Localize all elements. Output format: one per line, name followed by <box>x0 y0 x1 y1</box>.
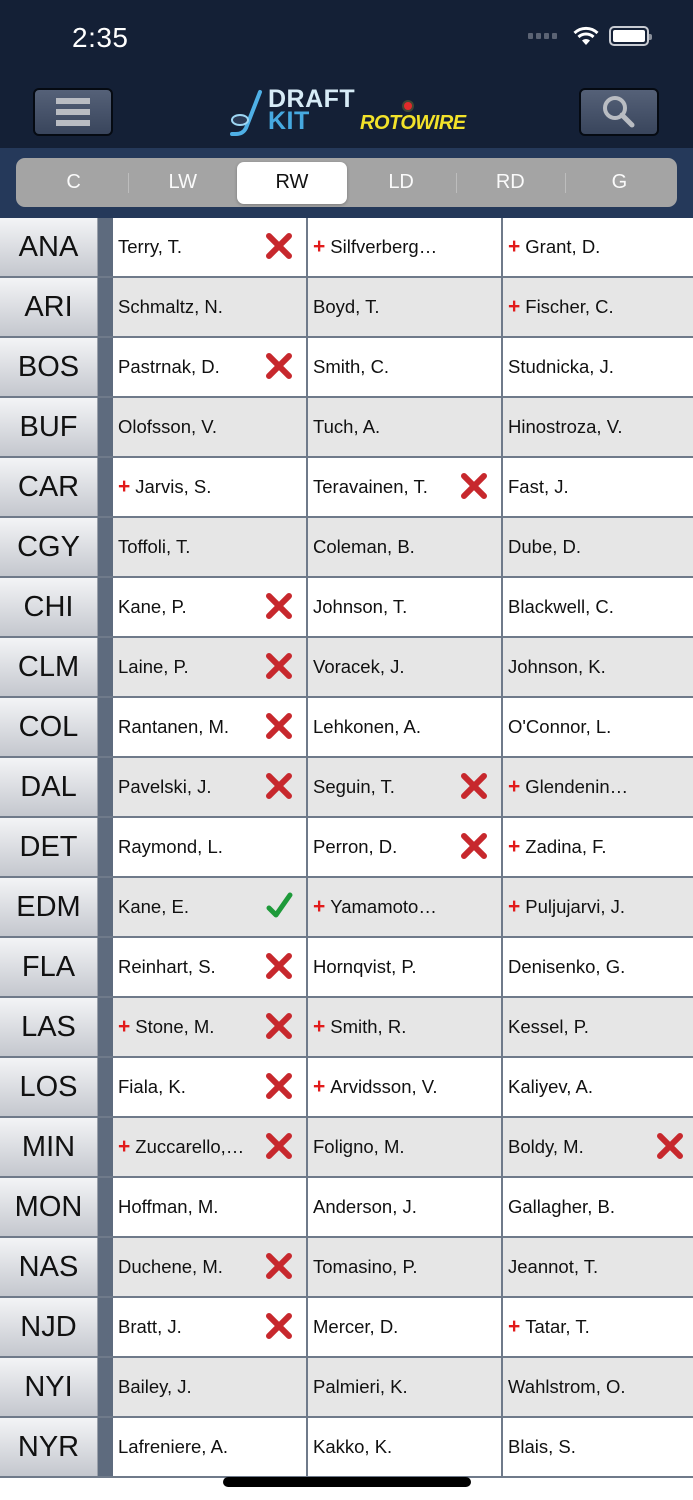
table-row <box>0 218 693 278</box>
player-cell[interactable] <box>113 1058 308 1116</box>
team-button[interactable]: FLA <box>0 938 98 996</box>
home-indicator[interactable] <box>223 1477 471 1487</box>
player-cell[interactable] <box>308 1358 503 1416</box>
x-mark-icon <box>264 1311 294 1341</box>
player-name: Kakko, K. <box>313 1436 393 1457</box>
player-cell[interactable] <box>113 338 308 396</box>
player-cell[interactable] <box>503 218 693 276</box>
player-cell[interactable] <box>503 938 693 996</box>
player-name: Tomasino, P. <box>313 1256 418 1277</box>
team-button[interactable]: NAS <box>0 1238 98 1296</box>
x-mark-icon <box>264 1251 294 1281</box>
search-icon <box>601 94 637 130</box>
player-cell[interactable] <box>503 878 693 936</box>
tab-rw[interactable]: RW <box>237 162 346 204</box>
player-cell[interactable] <box>308 518 503 576</box>
player-name: O'Connor, L. <box>508 716 612 737</box>
player-cell[interactable] <box>113 1358 308 1416</box>
player-cell[interactable] <box>503 1178 693 1236</box>
table-row <box>0 638 693 698</box>
player-name: Johnson, K. <box>508 656 606 677</box>
table-row <box>0 698 693 758</box>
player-name: Coleman, B. <box>313 536 415 557</box>
player-name: Puljujarvi, J. <box>525 896 625 917</box>
row-separator <box>98 1298 113 1356</box>
table-row <box>0 758 693 818</box>
player-name: Stone, M. <box>135 1016 215 1037</box>
player-cell[interactable] <box>503 518 693 576</box>
plus-icon: + <box>118 1135 131 1158</box>
player-name: Lafreniere, A. <box>118 1436 229 1457</box>
team-button[interactable]: ANA <box>0 218 98 276</box>
plus-icon: + <box>508 895 521 918</box>
player-cell[interactable] <box>503 1298 693 1356</box>
player-cell[interactable] <box>113 518 308 576</box>
player-name: Arvidsson, V. <box>330 1076 438 1097</box>
player-name: Toffoli, T. <box>118 536 191 557</box>
player-name: Terry, T. <box>118 236 183 257</box>
player-cell[interactable] <box>113 938 308 996</box>
player-name: Rantanen, M. <box>118 716 230 737</box>
player-name: Glendenin… <box>525 776 629 797</box>
player-name: Zuccarello,… <box>135 1136 245 1157</box>
player-cell[interactable] <box>308 338 503 396</box>
plus-icon: + <box>313 1075 326 1098</box>
status-time: 2:35 <box>72 22 129 53</box>
x-mark-icon <box>459 471 489 501</box>
player-name: Smith, C. <box>313 356 390 377</box>
plus-icon: + <box>313 1015 326 1038</box>
table-row <box>0 1118 693 1178</box>
player-cell[interactable] <box>503 1118 693 1176</box>
x-mark-icon <box>264 1071 294 1101</box>
player-name: Olofsson, V. <box>118 416 218 437</box>
player-name: Boyd, T. <box>313 296 380 317</box>
player-cell[interactable] <box>308 398 503 456</box>
player-cell[interactable] <box>308 578 503 636</box>
logo-text: DRAFT KIT <box>268 85 356 135</box>
player-name: Kane, P. <box>118 596 187 617</box>
player-cell[interactable] <box>308 818 503 876</box>
tab-rd[interactable]: RD <box>456 162 565 204</box>
plus-icon: + <box>508 1315 521 1338</box>
player-cell[interactable] <box>308 1178 503 1236</box>
x-mark-icon <box>264 1131 294 1161</box>
player-cell[interactable] <box>113 578 308 636</box>
player-cell[interactable] <box>308 218 503 276</box>
player-cell[interactable] <box>503 458 693 516</box>
player-name: Mercer, D. <box>313 1316 399 1337</box>
table-row <box>0 1298 693 1358</box>
team-button[interactable]: CHI <box>0 578 98 636</box>
x-mark-icon <box>264 1011 294 1041</box>
player-name: Hoffman, M. <box>118 1196 219 1217</box>
player-name: Blackwell, C. <box>508 596 614 617</box>
player-cell[interactable] <box>113 758 308 816</box>
team-button[interactable]: MON <box>0 1178 98 1236</box>
row-separator <box>98 758 113 816</box>
player-name: Zadina, F. <box>525 836 607 857</box>
spark-icon <box>404 102 412 110</box>
player-name: Grant, D. <box>525 236 601 257</box>
player-cell[interactable] <box>113 638 308 696</box>
team-button[interactable]: CLM <box>0 638 98 696</box>
player-cell[interactable] <box>308 998 503 1056</box>
player-name: Studnicka, J. <box>508 356 614 377</box>
player-name: Kessel, P. <box>508 1016 589 1037</box>
player-name: Seguin, T. <box>313 776 395 797</box>
tab-ld[interactable]: LD <box>388 171 414 193</box>
table-row <box>0 1178 693 1238</box>
row-separator <box>98 698 113 756</box>
x-mark-icon <box>264 231 294 261</box>
table-row <box>0 878 693 938</box>
plus-icon: + <box>313 895 326 918</box>
player-name: Tuch, A. <box>313 416 381 437</box>
player-name: Palmieri, K. <box>313 1376 408 1397</box>
player-name: Fiala, K. <box>118 1076 186 1097</box>
team-button[interactable]: BOS <box>0 338 98 396</box>
player-cell[interactable] <box>503 998 693 1056</box>
team-button[interactable]: NJD <box>0 1298 98 1356</box>
player-cell[interactable] <box>308 278 503 336</box>
table-row <box>0 398 693 458</box>
plus-icon: + <box>508 775 521 798</box>
row-separator <box>98 1118 113 1176</box>
player-cell[interactable] <box>113 878 308 936</box>
player-name: Boldy, M. <box>508 1136 584 1157</box>
player-name: Yamamoto… <box>330 896 437 917</box>
team-button[interactable]: LOS <box>0 1058 98 1116</box>
team-button[interactable]: CAR <box>0 458 98 516</box>
team-button[interactable]: ARI <box>0 278 98 336</box>
row-separator <box>98 518 113 576</box>
player-name: Voracek, J. <box>313 656 405 677</box>
team-button[interactable]: DET <box>0 818 98 876</box>
plus-icon: + <box>508 835 521 858</box>
player-cell[interactable] <box>308 1058 503 1116</box>
player-name: Raymond, L. <box>118 836 223 857</box>
player-name: Fast, J. <box>508 476 569 497</box>
x-mark-icon <box>264 651 294 681</box>
x-mark-icon <box>264 711 294 741</box>
plus-icon: + <box>313 235 326 258</box>
row-separator <box>98 938 113 996</box>
player-cell[interactable] <box>113 818 308 876</box>
row-separator <box>98 1358 113 1416</box>
x-mark-icon <box>459 831 489 861</box>
player-name: Wahlstrom, O. <box>508 1376 626 1397</box>
player-cell[interactable] <box>503 398 693 456</box>
row-separator <box>98 998 113 1056</box>
team-button[interactable]: BUF <box>0 398 98 456</box>
player-name: Blais, S. <box>508 1436 576 1457</box>
player-cell[interactable] <box>503 338 693 396</box>
row-separator <box>98 878 113 936</box>
x-mark-icon <box>459 771 489 801</box>
table-row <box>0 1058 693 1118</box>
player-cell[interactable] <box>113 1298 308 1356</box>
team-button[interactable]: DAL <box>0 758 98 816</box>
player-cell[interactable] <box>113 1118 308 1176</box>
player-name: Jeannot, T. <box>508 1256 599 1277</box>
row-separator <box>98 1418 113 1476</box>
player-name: Smith, R. <box>330 1016 407 1037</box>
player-cell[interactable] <box>503 1358 693 1416</box>
player-name: Schmaltz, N. <box>118 296 223 317</box>
x-mark-icon <box>264 351 294 381</box>
hockey-stick-icon <box>228 90 264 138</box>
table-row <box>0 578 693 638</box>
row-separator <box>98 818 113 876</box>
player-name: Pavelski, J. <box>118 776 212 797</box>
player-name: Bailey, J. <box>118 1376 192 1397</box>
wifi-icon <box>573 26 599 46</box>
table-row <box>0 518 693 578</box>
menu-button[interactable] <box>33 88 113 136</box>
player-name: Hornqvist, P. <box>313 956 417 977</box>
player-name: Lehkonen, A. <box>313 716 422 737</box>
player-name: Reinhart, S. <box>118 956 216 977</box>
player-name: Bratt, J. <box>118 1316 182 1337</box>
rotowire-brand: ROTOWIRE <box>360 112 466 134</box>
hamburger-icon <box>56 98 90 126</box>
player-name: Kaliyev, A. <box>508 1076 594 1097</box>
team-button[interactable]: NYI <box>0 1358 98 1416</box>
player-cell[interactable] <box>503 278 693 336</box>
player-cell[interactable] <box>503 1238 693 1296</box>
plus-icon: + <box>508 235 521 258</box>
row-separator <box>98 578 113 636</box>
player-name: Dube, D. <box>508 536 582 557</box>
row-separator <box>98 1058 113 1116</box>
player-cell[interactable] <box>308 638 503 696</box>
row-separator <box>98 218 113 276</box>
player-name: Johnson, T. <box>313 596 408 617</box>
player-cell[interactable] <box>503 1058 693 1116</box>
player-cell[interactable] <box>113 1178 308 1236</box>
x-mark-icon <box>264 771 294 801</box>
player-name: Duchene, M. <box>118 1256 223 1277</box>
table-row <box>0 458 693 518</box>
draft-kit-rotowire-logo <box>228 85 468 138</box>
player-name: Teravainen, T. <box>313 476 428 497</box>
player-name: Foligno, M. <box>313 1136 405 1157</box>
player-cell[interactable] <box>113 458 308 516</box>
team-button[interactable]: MIN <box>0 1118 98 1176</box>
player-name: Tatar, T. <box>525 1316 590 1337</box>
plus-icon: + <box>508 295 521 318</box>
table-row <box>0 278 693 338</box>
player-cell[interactable] <box>113 398 308 456</box>
search-button[interactable] <box>579 88 659 136</box>
player-cell[interactable] <box>113 1418 308 1476</box>
player-cell[interactable] <box>503 698 693 756</box>
player-cell[interactable] <box>308 698 503 756</box>
x-mark-icon <box>264 591 294 621</box>
row-separator <box>98 1178 113 1236</box>
player-name: Kane, E. <box>118 896 189 917</box>
x-mark-icon <box>655 1131 685 1161</box>
plus-icon: + <box>118 1015 131 1038</box>
player-cell[interactable] <box>503 758 693 816</box>
player-cell[interactable] <box>503 638 693 696</box>
player-cell[interactable] <box>308 878 503 936</box>
player-cell[interactable] <box>308 1238 503 1296</box>
tab-g[interactable]: G <box>565 162 674 204</box>
player-name: Anderson, J. <box>313 1196 417 1217</box>
player-cell[interactable] <box>308 1298 503 1356</box>
player-cell[interactable] <box>113 278 308 336</box>
table-row <box>0 1418 693 1478</box>
row-separator <box>98 338 113 396</box>
player-name: Hinostroza, V. <box>508 416 623 437</box>
table-row <box>0 338 693 398</box>
player-cell[interactable] <box>113 1238 308 1296</box>
checkmark-icon <box>264 891 294 921</box>
position-filter-bar <box>0 148 693 218</box>
player-cell[interactable] <box>308 1418 503 1476</box>
player-cell[interactable] <box>308 1118 503 1176</box>
player-name: Pastrnak, D. <box>118 356 220 377</box>
tab-lw[interactable]: LW <box>128 162 237 204</box>
row-separator <box>98 398 113 456</box>
team-button[interactable]: EDM <box>0 878 98 936</box>
cellular-signal-icon <box>528 33 557 39</box>
table-row <box>0 818 693 878</box>
player-name: Perron, D. <box>313 836 398 857</box>
x-mark-icon <box>264 951 294 981</box>
player-cell[interactable] <box>308 758 503 816</box>
position-segmented-control <box>16 158 677 207</box>
team-button[interactable]: NYR <box>0 1418 98 1476</box>
table-row <box>0 998 693 1058</box>
row-separator <box>98 278 113 336</box>
player-name: Laine, P. <box>118 656 189 677</box>
player-cell[interactable] <box>113 218 308 276</box>
row-separator <box>98 638 113 696</box>
player-cell[interactable] <box>113 698 308 756</box>
player-cell[interactable] <box>503 578 693 636</box>
player-cell[interactable] <box>113 998 308 1056</box>
player-name: Jarvis, S. <box>135 476 212 497</box>
status-icons <box>528 26 649 46</box>
player-name: Silfverberg… <box>330 236 438 257</box>
tab-c[interactable]: C <box>66 171 81 193</box>
player-cell[interactable] <box>308 938 503 996</box>
player-name: Gallagher, B. <box>508 1196 615 1217</box>
player-cell[interactable] <box>503 1418 693 1476</box>
depth-chart-grid[interactable] <box>0 218 693 1463</box>
row-separator <box>98 458 113 516</box>
battery-icon <box>609 26 649 46</box>
plus-icon: + <box>118 475 131 498</box>
row-separator <box>98 1238 113 1296</box>
team-button[interactable]: LAS <box>0 998 98 1056</box>
player-cell[interactable] <box>503 818 693 876</box>
table-row <box>0 938 693 998</box>
app-header <box>0 0 693 148</box>
table-row <box>0 1358 693 1418</box>
player-name: Fischer, C. <box>525 296 614 317</box>
player-cell[interactable] <box>308 458 503 516</box>
team-button[interactable]: COL <box>0 698 98 756</box>
player-name: Denisenko, G. <box>508 956 626 977</box>
team-button[interactable]: CGY <box>0 518 98 576</box>
table-row <box>0 1238 693 1298</box>
